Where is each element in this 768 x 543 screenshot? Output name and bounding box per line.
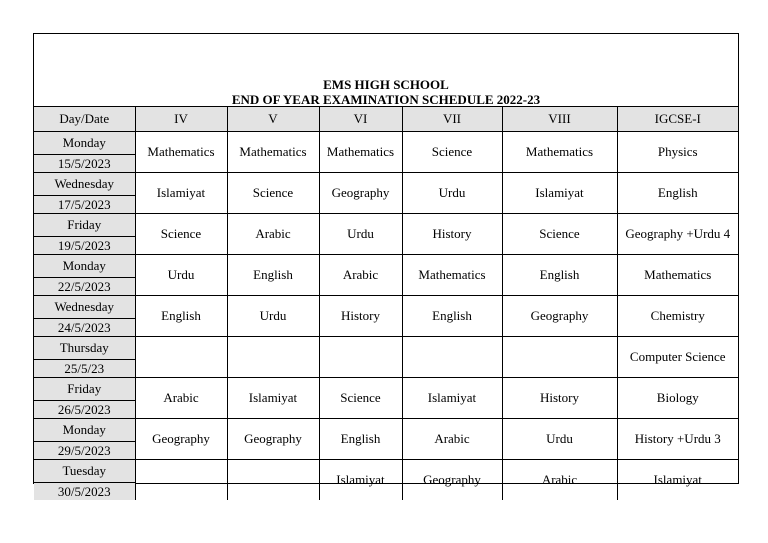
table-body: [34, 131, 738, 500]
subject-cell: Physics: [617, 131, 738, 172]
subject-cell: Geography +Urdu 4: [617, 213, 738, 254]
day-date-cell: [34, 295, 135, 336]
subject-cell: Computer Science: [617, 336, 738, 377]
subject-cell: [402, 336, 502, 377]
subject-cell: Islamiyat: [319, 459, 402, 500]
exam-date: 29/5/2023: [57, 442, 111, 458]
subject-cell: History: [502, 377, 617, 418]
column-header-grade: VI: [319, 107, 402, 131]
exam-date: 22/5/2023: [57, 278, 111, 294]
subject-cell: Mathematics: [617, 254, 738, 295]
subject-cell: English: [502, 254, 617, 295]
subject-cell: Mathematics: [319, 131, 402, 172]
subject-cell: Mathematics: [402, 254, 502, 295]
subject-cell: Mathematics: [502, 131, 617, 172]
table-row: [34, 336, 738, 377]
day-name: Thursday: [34, 337, 135, 360]
subject-cell: [227, 336, 319, 377]
column-header-grade: VII: [402, 107, 502, 131]
subject-cell: Geography: [135, 418, 227, 459]
exam-date: 17/5/2023: [57, 196, 111, 212]
subject-cell: Islamiyat: [402, 377, 502, 418]
day-date-cell: [34, 459, 135, 500]
subject-cell: History: [319, 295, 402, 336]
day-date-cell: [34, 377, 135, 418]
subject-cell: [135, 336, 227, 377]
exam-date: 19/5/2023: [57, 237, 111, 253]
day-name: Tuesday: [34, 460, 135, 483]
subject-cell: Islamiyat: [227, 377, 319, 418]
subject-cell: Geography: [502, 295, 617, 336]
subject-cell: Urdu: [227, 295, 319, 336]
subject-cell: Geography: [319, 172, 402, 213]
subject-cell: Science: [502, 213, 617, 254]
day-name: Friday: [34, 378, 135, 401]
subject-cell: History +Urdu 3: [617, 418, 738, 459]
column-header-grade: V: [227, 107, 319, 131]
day-name: Monday: [34, 255, 135, 278]
subject-cell: [319, 336, 402, 377]
day-date-cell: [34, 254, 135, 295]
subject-cell: Urdu: [319, 213, 402, 254]
day-date-cell: [34, 336, 135, 377]
column-header-day-date: Day/Date: [34, 107, 135, 131]
day-name: Monday: [34, 419, 135, 442]
subject-cell: Science: [227, 172, 319, 213]
exam-date: 26/5/2023: [57, 401, 111, 417]
exam-date: 24/5/2023: [57, 319, 111, 335]
day-date-cell: [34, 131, 135, 172]
exam-date: 25/5/23: [64, 360, 105, 376]
subject-cell: Geography: [227, 418, 319, 459]
subject-cell: English: [617, 172, 738, 213]
subject-cell: English: [319, 418, 402, 459]
day-date-cell: [34, 418, 135, 459]
subject-cell: Arabic: [402, 418, 502, 459]
subject-cell: English: [402, 295, 502, 336]
subject-cell: English: [135, 295, 227, 336]
schedule-table: [34, 107, 738, 500]
subject-cell: Biology: [617, 377, 738, 418]
subject-cell: Mathematics: [227, 131, 319, 172]
day-name: Wednesday: [34, 173, 135, 196]
day-name: Wednesday: [34, 296, 135, 319]
table-row: [34, 131, 738, 172]
subject-cell: History: [402, 213, 502, 254]
table-row: [34, 213, 738, 254]
column-header-grade: IGCSE-I: [617, 107, 738, 131]
column-header-grade: VIII: [502, 107, 617, 131]
subject-cell: Islamiyat: [502, 172, 617, 213]
table-row: [34, 295, 738, 336]
subject-cell: Science: [319, 377, 402, 418]
subject-cell: Arabic: [319, 254, 402, 295]
subject-cell: Science: [135, 213, 227, 254]
exam-date: 15/5/2023: [57, 155, 111, 171]
day-date-cell: [34, 213, 135, 254]
day-name: Monday: [34, 132, 135, 155]
table-row: [34, 459, 738, 500]
title-block: [34, 34, 738, 107]
column-header-grade: IV: [135, 107, 227, 131]
subject-cell: Arabic: [135, 377, 227, 418]
subject-cell: Chemistry: [617, 295, 738, 336]
table-row: [34, 418, 738, 459]
day-name: Friday: [34, 214, 135, 237]
subject-cell: Islamiyat: [617, 459, 738, 500]
subject-cell: [135, 459, 227, 500]
header-row: [34, 107, 738, 131]
subject-cell: Islamiyat: [135, 172, 227, 213]
subject-cell: Urdu: [402, 172, 502, 213]
table-row: [34, 377, 738, 418]
table-row: [34, 172, 738, 213]
table-row: [34, 254, 738, 295]
day-date-cell: [34, 172, 135, 213]
subject-cell: English: [227, 254, 319, 295]
subject-cell: Mathematics: [135, 131, 227, 172]
subject-cell: Arabic: [502, 459, 617, 500]
subject-cell: Arabic: [227, 213, 319, 254]
subject-cell: Urdu: [502, 418, 617, 459]
subject-cell: [502, 336, 617, 377]
subject-cell: Urdu: [135, 254, 227, 295]
school-name: EMS HIGH SCHOOL: [323, 77, 449, 92]
schedule-title: END OF YEAR EXAMINATION SCHEDULE 2022-23: [231, 92, 541, 107]
exam-date: 30/5/2023: [57, 483, 111, 499]
subject-cell: Science: [402, 131, 502, 172]
subject-cell: [227, 459, 319, 500]
subject-cell: Geography: [402, 459, 502, 500]
exam-schedule-sheet: [33, 33, 739, 499]
